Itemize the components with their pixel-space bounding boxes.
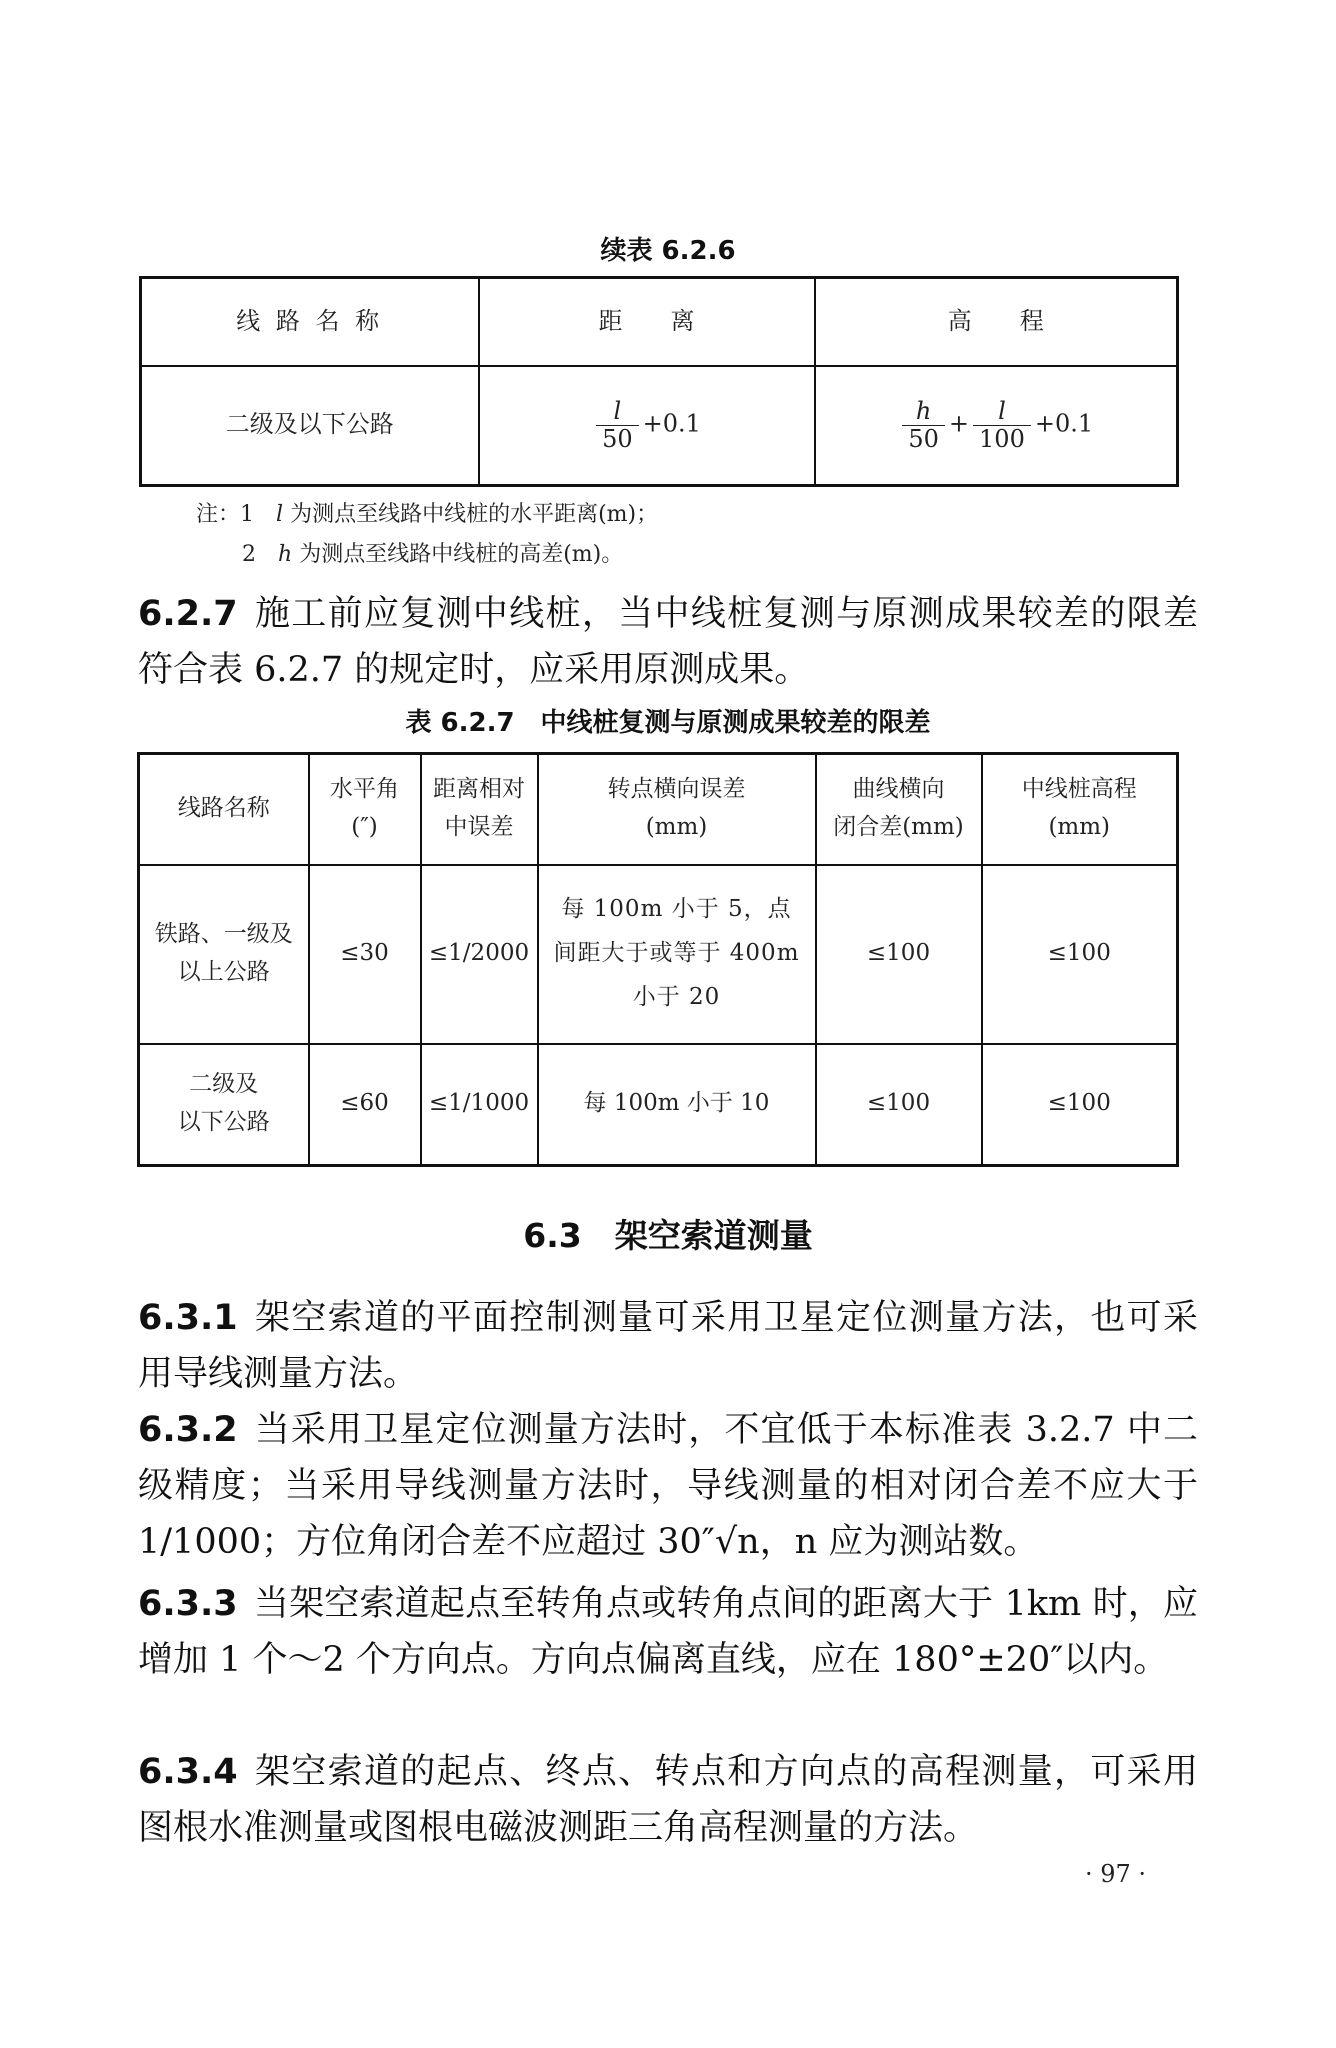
note-2-variable: h — [278, 542, 293, 567]
frac-denominator: 50 — [596, 425, 639, 452]
clause-number: 6.3.4 — [138, 1752, 238, 1792]
continued-table-6-2-6 — [139, 276, 1179, 487]
clause-6-3-2 — [138, 1402, 1198, 1570]
header-relative-error — [421, 754, 538, 865]
frac-denominator: 50 — [902, 425, 945, 452]
row-angle: ≤30 — [309, 865, 421, 1044]
header-elevation: 高 程 — [815, 278, 1178, 366]
row-stake-elevation: ≤100 — [982, 1044, 1178, 1166]
formula-plus: + — [948, 409, 970, 438]
header-line: 水平角 — [330, 776, 399, 803]
header-route-name: 线 路 名 称 — [141, 278, 479, 366]
clause-6-3-1 — [138, 1290, 1198, 1402]
header-line: (mm) — [1048, 814, 1111, 841]
header-line: 中线桩高程 — [1021, 776, 1137, 803]
section-number: 6.3 — [523, 1216, 582, 1255]
distance-formula — [479, 366, 815, 486]
clause-text: 当架空索道起点至转角点或转角点间的距离大于 1km 时，应增加 1 个～2 个方向点。方向点偏离直线，应在 180°±20″以内。 — [138, 1584, 1198, 1680]
elevation-formula — [815, 366, 1178, 486]
clause-text: 当采用卫星定位测量方法时，不宜低于本标准表 3.2.7 中二级精度；当采用导线测量方法时，导线测量的相对闭合差不应大于 1/1000；方位角闭合差不应超过 30″√n，n 应为测站数。 — [138, 1410, 1198, 1562]
clause-number: 6.3.3 — [138, 1584, 238, 1624]
clause-text: 架空索道的平面控制测量可采用卫星定位测量方法，也可采用导线测量方法。 — [138, 1298, 1198, 1394]
row-curve-closure: ≤100 — [816, 1044, 982, 1166]
frac-numerator: l — [998, 397, 1006, 426]
clause-6-3-3 — [138, 1576, 1198, 1688]
note-2 — [196, 535, 658, 575]
note-1-prefix: 注：1 — [196, 502, 254, 527]
clause-6-3-4 — [138, 1744, 1198, 1856]
row-distance-error: ≤1/1000 — [421, 1044, 538, 1166]
formula-tail: +0.1 — [642, 409, 701, 438]
header-line: 曲线横向 — [852, 776, 945, 803]
header-horizontal-angle — [309, 754, 421, 865]
clause-text: 施工前应复测中线桩，当中线桩复测与原测成果较差的限差符合表 6.2.7 的规定时，应采用原测成果。 — [138, 594, 1198, 690]
note-1-variable: l — [276, 502, 284, 527]
clause-number: 6.3.1 — [138, 1298, 238, 1338]
header-distance: 距 离 — [479, 278, 815, 366]
name-line: 以下公路 — [177, 1109, 270, 1136]
frac-numerator: l — [613, 397, 622, 426]
row-route-name — [139, 865, 309, 1044]
row-angle: ≤60 — [309, 1044, 421, 1166]
note-1 — [196, 495, 658, 535]
frac-denominator: 100 — [973, 425, 1031, 452]
table-6-2-7 — [137, 752, 1179, 1167]
note-1-text: 为测点至线路中线桩的水平距离(m)； — [290, 502, 659, 527]
row-distance-error: ≤1/2000 — [421, 865, 538, 1044]
name-line: 以上公路 — [177, 959, 270, 985]
clause-number: 6.3.2 — [138, 1410, 238, 1450]
clause-number: 6.2.7 — [138, 594, 238, 634]
header-line: 距离相对 — [433, 776, 525, 803]
formula-tail: +0.1 — [1034, 409, 1094, 438]
header-line: 中误差 — [444, 814, 514, 841]
clause-6-2-7 — [138, 586, 1198, 698]
name-line: 铁路、一级及 — [154, 921, 293, 948]
section-heading — [0, 1210, 1336, 1257]
row-route-name: 二级及以下公路 — [141, 366, 479, 486]
header-line: (mm) — [645, 814, 708, 841]
row-turn-point-error: 每 100m 小于 10 — [538, 1044, 816, 1166]
table-caption-continued: 续表 6.2.6 — [600, 236, 736, 266]
frac-numerator: h — [915, 397, 932, 426]
header-line: 闭合差(mm) — [833, 814, 964, 841]
table-notes — [196, 495, 658, 575]
table-row — [139, 1044, 1178, 1166]
header-line: 线路名称 — [177, 795, 270, 822]
name-line: 二级及 — [189, 1071, 259, 1098]
header-curve-closure — [816, 754, 982, 865]
note-2-text: 为测点至线路中线桩的高差(m)。 — [299, 542, 624, 567]
header-turn-point-error — [538, 754, 816, 865]
header-stake-elevation — [982, 754, 1178, 865]
page-number: · 97 · — [1084, 1860, 1146, 1888]
row-turn-point-error: 每 100m 小于 5，点间距大于或等于 400m 小于 20 — [538, 865, 816, 1044]
row-stake-elevation: ≤100 — [982, 865, 1178, 1044]
note-2-prefix: 2 — [242, 542, 256, 567]
clause-text: 架空索道的起点、终点、转点和方向点的高程测量，可采用图根水准测量或图根电磁波测距三角高程测量的方法。 — [138, 1752, 1198, 1848]
section-title: 架空索道测量 — [614, 1216, 813, 1255]
header-route-name — [139, 754, 309, 865]
table-row — [139, 865, 1178, 1044]
header-line: (″) — [351, 814, 378, 841]
row-curve-closure: ≤100 — [816, 865, 982, 1044]
table-caption-6-2-7: 表 6.2.7 中线桩复测与原测成果较差的限差 — [405, 708, 931, 738]
row-route-name — [139, 1044, 309, 1166]
header-line: 转点横向误差 — [607, 776, 746, 803]
